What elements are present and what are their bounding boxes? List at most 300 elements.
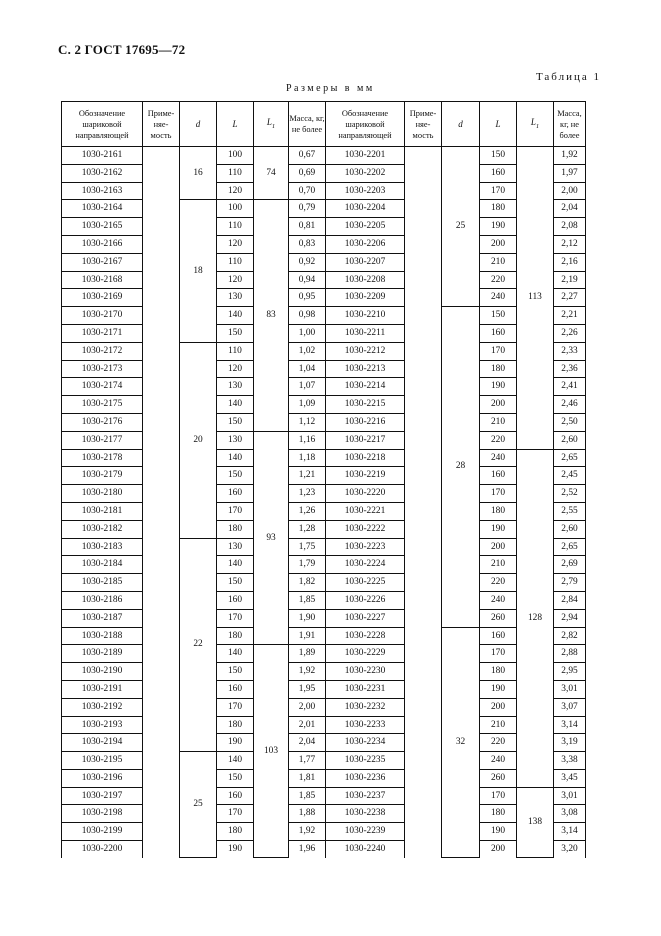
length-cell: 180 <box>217 823 254 841</box>
designation-cell: 1030-2170 <box>62 307 143 325</box>
designation-cell: 1030-2223 <box>326 538 405 556</box>
designation-cell: 1030-2236 <box>326 769 405 787</box>
designation-cell: 1030-2238 <box>326 805 405 823</box>
application-cell <box>405 805 442 823</box>
length-cell: 180 <box>480 805 517 823</box>
length-cell: 180 <box>480 200 517 218</box>
designation-cell: 1030-2202 <box>326 164 405 182</box>
application-cell <box>143 769 180 787</box>
length-cell: 220 <box>480 271 517 289</box>
mass-cell: 1,97 <box>554 164 586 182</box>
table-row <box>62 769 586 787</box>
designation-cell: 1030-2211 <box>326 324 405 342</box>
length-cell: 130 <box>217 378 254 396</box>
mass-cell: 2,84 <box>554 591 586 609</box>
application-cell <box>405 324 442 342</box>
mass-cell: 1,77 <box>289 752 326 770</box>
length-cell: 160 <box>217 680 254 698</box>
length-cell: 170 <box>480 645 517 663</box>
mass-cell: 3,45 <box>554 769 586 787</box>
designation-cell: 1030-2176 <box>62 413 143 431</box>
designation-cell: 1030-2234 <box>326 734 405 752</box>
table-row <box>62 360 586 378</box>
designation-cell: 1030-2164 <box>62 200 143 218</box>
d-cell: 16 <box>180 147 217 200</box>
table-row <box>62 574 586 592</box>
length-cell: 160 <box>480 467 517 485</box>
designation-cell: 1030-2208 <box>326 271 405 289</box>
application-cell <box>405 235 442 253</box>
designation-cell: 1030-2188 <box>62 627 143 645</box>
application-cell <box>405 680 442 698</box>
designation-cell: 1030-2183 <box>62 538 143 556</box>
length-cell: 140 <box>217 307 254 325</box>
application-cell <box>405 841 442 858</box>
mass-cell: 1,02 <box>289 342 326 360</box>
table-row <box>62 520 586 538</box>
application-cell <box>405 574 442 592</box>
length-cell: 140 <box>217 449 254 467</box>
mass-cell: 2,79 <box>554 574 586 592</box>
d-cell: 25 <box>442 147 480 307</box>
mass-cell: 1,09 <box>289 396 326 414</box>
table-row <box>62 289 586 307</box>
length-cell: 220 <box>480 574 517 592</box>
designation-cell: 1030-2217 <box>326 431 405 449</box>
mass-cell: 1,16 <box>289 431 326 449</box>
table-row <box>62 485 586 503</box>
application-cell <box>143 805 180 823</box>
application-cell <box>143 680 180 698</box>
mass-cell: 1,92 <box>554 147 586 165</box>
designation-cell: 1030-2184 <box>62 556 143 574</box>
length-cell: 110 <box>217 218 254 236</box>
application-cell <box>405 218 442 236</box>
col-L-header: L <box>217 102 254 147</box>
mass-cell: 2,52 <box>554 485 586 503</box>
designation-cell: 1030-2167 <box>62 253 143 271</box>
mass-cell: 2,27 <box>554 289 586 307</box>
designation-cell: 1030-2171 <box>62 324 143 342</box>
application-cell <box>143 467 180 485</box>
length-cell: 120 <box>217 271 254 289</box>
designation-cell: 1030-2205 <box>326 218 405 236</box>
application-cell <box>405 413 442 431</box>
length-cell: 160 <box>217 787 254 805</box>
mass-cell: 2,69 <box>554 556 586 574</box>
application-cell <box>143 182 180 200</box>
table-row <box>62 734 586 752</box>
application-cell <box>143 253 180 271</box>
length-cell: 220 <box>480 431 517 449</box>
application-cell <box>143 413 180 431</box>
mass-cell: 1,04 <box>289 360 326 378</box>
mass-cell: 3,07 <box>554 698 586 716</box>
application-cell <box>405 147 442 165</box>
application-cell <box>405 663 442 681</box>
designation-cell: 1030-2180 <box>62 485 143 503</box>
length-cell: 170 <box>480 787 517 805</box>
designation-cell: 1030-2212 <box>326 342 405 360</box>
designation-cell: 1030-2179 <box>62 467 143 485</box>
application-cell <box>405 645 442 663</box>
designation-cell: 1030-2240 <box>326 841 405 858</box>
table-title: Таблица 1 <box>535 71 601 83</box>
designation-cell: 1030-2200 <box>62 841 143 858</box>
table-row <box>62 200 586 218</box>
table-row <box>62 271 586 289</box>
col-d-header-2: d <box>442 102 480 147</box>
application-cell <box>405 698 442 716</box>
application-cell <box>143 449 180 467</box>
length-cell: 140 <box>217 396 254 414</box>
designation-cell: 1030-2214 <box>326 378 405 396</box>
application-cell <box>143 556 180 574</box>
table-row <box>62 502 586 520</box>
designation-cell: 1030-2201 <box>326 147 405 165</box>
l1-cell: 103 <box>254 645 289 858</box>
designation-cell: 1030-2191 <box>62 680 143 698</box>
col-application-header: Приме- няе- мость <box>143 102 180 147</box>
application-cell <box>143 289 180 307</box>
application-cell <box>143 342 180 360</box>
designation-cell: 1030-2221 <box>326 502 405 520</box>
mass-cell: 3,08 <box>554 805 586 823</box>
length-cell: 150 <box>480 307 517 325</box>
table-row <box>62 627 586 645</box>
designation-cell: 1030-2187 <box>62 609 143 627</box>
length-cell: 190 <box>217 734 254 752</box>
designation-cell: 1030-2192 <box>62 698 143 716</box>
mass-cell: 0,69 <box>289 164 326 182</box>
application-cell <box>143 520 180 538</box>
table-row <box>62 698 586 716</box>
application-cell <box>405 752 442 770</box>
length-cell: 150 <box>217 324 254 342</box>
designation-cell: 1030-2169 <box>62 289 143 307</box>
l1-cell: 113 <box>517 147 554 450</box>
designation-cell: 1030-2207 <box>326 253 405 271</box>
designation-cell: 1030-2216 <box>326 413 405 431</box>
mass-cell: 0,81 <box>289 218 326 236</box>
length-cell: 180 <box>217 716 254 734</box>
application-cell <box>405 591 442 609</box>
designation-cell: 1030-2227 <box>326 609 405 627</box>
length-cell: 170 <box>480 485 517 503</box>
table-body <box>62 147 586 858</box>
designation-cell: 1030-2231 <box>326 680 405 698</box>
length-cell: 210 <box>480 716 517 734</box>
length-cell: 170 <box>217 502 254 520</box>
application-cell <box>405 200 442 218</box>
length-cell: 120 <box>217 360 254 378</box>
designation-cell: 1030-2213 <box>326 360 405 378</box>
length-cell: 150 <box>480 147 517 165</box>
designation-cell: 1030-2190 <box>62 663 143 681</box>
table-row <box>62 645 586 663</box>
l1-cell: 128 <box>517 449 554 787</box>
mass-cell: 2,88 <box>554 645 586 663</box>
application-cell <box>143 324 180 342</box>
designation-cell: 1030-2222 <box>326 520 405 538</box>
mass-cell: 2,00 <box>554 182 586 200</box>
length-cell: 140 <box>217 752 254 770</box>
application-cell <box>143 698 180 716</box>
designation-cell: 1030-2232 <box>326 698 405 716</box>
length-cell: 170 <box>217 698 254 716</box>
table-row <box>62 609 586 627</box>
page-header: С. 2 ГОСТ 17695—72 <box>58 42 186 57</box>
length-cell: 260 <box>480 609 517 627</box>
mass-cell: 2,65 <box>554 538 586 556</box>
designation-cell: 1030-2172 <box>62 342 143 360</box>
mass-cell: 1,00 <box>289 324 326 342</box>
table-row <box>62 663 586 681</box>
mass-cell: 2,21 <box>554 307 586 325</box>
mass-cell: 2,36 <box>554 360 586 378</box>
l1-cell: 74 <box>254 147 289 200</box>
col-designation-header-2: Обозначение шариковой направляющей <box>326 102 405 147</box>
designation-cell: 1030-2193 <box>62 716 143 734</box>
mass-cell: 1,82 <box>289 574 326 592</box>
table-row <box>62 431 586 449</box>
application-cell <box>405 823 442 841</box>
d-cell: 18 <box>180 200 217 342</box>
application-cell <box>405 520 442 538</box>
d-cell: 20 <box>180 342 217 538</box>
length-cell: 160 <box>480 164 517 182</box>
length-cell: 150 <box>217 574 254 592</box>
application-cell <box>143 218 180 236</box>
designation-cell: 1030-2206 <box>326 235 405 253</box>
mass-cell: 0,98 <box>289 307 326 325</box>
mass-cell: 2,65 <box>554 449 586 467</box>
table-row <box>62 182 586 200</box>
table-row <box>62 841 586 858</box>
table-row <box>62 787 586 805</box>
designation-cell: 1030-2182 <box>62 520 143 538</box>
mass-cell: 0,92 <box>289 253 326 271</box>
l1-cell: 83 <box>254 200 289 431</box>
designation-cell: 1030-2162 <box>62 164 143 182</box>
mass-cell: 3,14 <box>554 716 586 734</box>
mass-cell: 1,79 <box>289 556 326 574</box>
length-cell: 160 <box>217 591 254 609</box>
col-L-header-2: L <box>480 102 517 147</box>
designation-cell: 1030-2185 <box>62 574 143 592</box>
length-cell: 240 <box>480 449 517 467</box>
l1-cell: 93 <box>254 431 289 645</box>
table-row <box>62 556 586 574</box>
designation-cell: 1030-2168 <box>62 271 143 289</box>
mass-cell: 1,85 <box>289 591 326 609</box>
length-cell: 100 <box>217 200 254 218</box>
length-cell: 190 <box>480 823 517 841</box>
table-row <box>62 591 586 609</box>
table-row <box>62 324 586 342</box>
table-row <box>62 680 586 698</box>
application-cell <box>143 591 180 609</box>
length-cell: 120 <box>217 235 254 253</box>
designation-cell: 1030-2196 <box>62 769 143 787</box>
length-cell: 120 <box>217 182 254 200</box>
length-cell: 180 <box>480 502 517 520</box>
table-row <box>62 823 586 841</box>
designation-cell: 1030-2237 <box>326 787 405 805</box>
mass-cell: 2,41 <box>554 378 586 396</box>
table-row <box>62 467 586 485</box>
length-cell: 180 <box>480 663 517 681</box>
mass-cell: 1,91 <box>289 627 326 645</box>
table-row <box>62 396 586 414</box>
length-cell: 190 <box>217 841 254 858</box>
application-cell <box>405 449 442 467</box>
designation-cell: 1030-2224 <box>326 556 405 574</box>
length-cell: 190 <box>480 218 517 236</box>
mass-cell: 3,20 <box>554 841 586 858</box>
mass-cell: 0,67 <box>289 147 326 165</box>
application-cell <box>143 538 180 556</box>
designation-cell: 1030-2235 <box>326 752 405 770</box>
dimensions-table <box>61 101 586 858</box>
designation-cell: 1030-2178 <box>62 449 143 467</box>
length-cell: 150 <box>217 467 254 485</box>
mass-cell: 1,26 <box>289 502 326 520</box>
mass-cell: 0,79 <box>289 200 326 218</box>
designation-cell: 1030-2210 <box>326 307 405 325</box>
length-cell: 240 <box>480 591 517 609</box>
designation-cell: 1030-2161 <box>62 147 143 165</box>
application-cell <box>143 609 180 627</box>
mass-cell: 1,88 <box>289 805 326 823</box>
col-application-header-2: Приме- няе- мость <box>405 102 442 147</box>
designation-cell: 1030-2197 <box>62 787 143 805</box>
application-cell <box>143 716 180 734</box>
mass-cell: 1,92 <box>289 823 326 841</box>
designation-cell: 1030-2230 <box>326 663 405 681</box>
mass-cell: 0,95 <box>289 289 326 307</box>
mass-cell: 1,95 <box>289 680 326 698</box>
length-cell: 180 <box>217 520 254 538</box>
designation-cell: 1030-2174 <box>62 378 143 396</box>
table-row <box>62 538 586 556</box>
table-row <box>62 253 586 271</box>
application-cell <box>405 253 442 271</box>
col-mass-header: Масса, кг, не более <box>289 102 326 147</box>
mass-cell: 2,19 <box>554 271 586 289</box>
application-cell <box>143 147 180 165</box>
designation-cell: 1030-2229 <box>326 645 405 663</box>
application-cell <box>405 360 442 378</box>
mass-cell: 1,21 <box>289 467 326 485</box>
mass-cell: 1,96 <box>289 841 326 858</box>
mass-cell: 1,75 <box>289 538 326 556</box>
designation-cell: 1030-2225 <box>326 574 405 592</box>
table-row <box>62 413 586 431</box>
table-row <box>62 235 586 253</box>
mass-cell: 2,26 <box>554 324 586 342</box>
length-cell: 240 <box>480 752 517 770</box>
length-cell: 140 <box>217 645 254 663</box>
application-cell <box>143 271 180 289</box>
application-cell <box>143 841 180 858</box>
mass-cell: 1,92 <box>289 663 326 681</box>
application-cell <box>405 502 442 520</box>
length-cell: 100 <box>217 147 254 165</box>
mass-cell: 0,83 <box>289 235 326 253</box>
length-cell: 190 <box>480 680 517 698</box>
d-cell: 25 <box>180 752 217 858</box>
application-cell <box>143 645 180 663</box>
mass-cell: 1,90 <box>289 609 326 627</box>
length-cell: 200 <box>480 538 517 556</box>
length-cell: 170 <box>217 609 254 627</box>
designation-cell: 1030-2175 <box>62 396 143 414</box>
mass-cell: 2,60 <box>554 431 586 449</box>
designation-cell: 1030-2215 <box>326 396 405 414</box>
designation-cell: 1030-2181 <box>62 502 143 520</box>
application-cell <box>143 485 180 503</box>
designation-cell: 1030-2209 <box>326 289 405 307</box>
designation-cell: 1030-2195 <box>62 752 143 770</box>
table-row <box>62 805 586 823</box>
mass-cell: 3,14 <box>554 823 586 841</box>
designation-cell: 1030-2163 <box>62 182 143 200</box>
designation-cell: 1030-2177 <box>62 431 143 449</box>
application-cell <box>143 431 180 449</box>
application-cell <box>405 716 442 734</box>
length-cell: 110 <box>217 253 254 271</box>
application-cell <box>405 769 442 787</box>
mass-cell: 3,19 <box>554 734 586 752</box>
application-cell <box>405 378 442 396</box>
table-header-row <box>62 102 586 147</box>
application-cell <box>143 396 180 414</box>
application-cell <box>143 787 180 805</box>
application-cell <box>405 609 442 627</box>
table-row <box>62 164 586 182</box>
application-cell <box>143 200 180 218</box>
length-cell: 130 <box>217 431 254 449</box>
application-cell <box>405 627 442 645</box>
designation-cell: 1030-2198 <box>62 805 143 823</box>
mass-cell: 1,28 <box>289 520 326 538</box>
application-cell <box>405 289 442 307</box>
col-designation-header: Обозначение шариковой направляющей <box>62 102 143 147</box>
mass-cell: 2,33 <box>554 342 586 360</box>
length-cell: 210 <box>480 556 517 574</box>
mass-cell: 2,55 <box>554 502 586 520</box>
application-cell <box>405 164 442 182</box>
length-cell: 180 <box>217 627 254 645</box>
mass-cell: 2,45 <box>554 467 586 485</box>
col-mass-header-2: Масса, кг, не более <box>554 102 586 147</box>
mass-cell: 2,50 <box>554 413 586 431</box>
mass-cell: 3,01 <box>554 787 586 805</box>
application-cell <box>405 271 442 289</box>
application-cell <box>143 823 180 841</box>
mass-cell: 2,04 <box>289 734 326 752</box>
col-L1-header: $L_1$ <box>254 102 289 147</box>
length-cell: 170 <box>480 342 517 360</box>
mass-cell: 2,82 <box>554 627 586 645</box>
mass-cell: 1,85 <box>289 787 326 805</box>
application-cell <box>143 360 180 378</box>
table-row <box>62 342 586 360</box>
designation-cell: 1030-2186 <box>62 591 143 609</box>
length-cell: 160 <box>217 485 254 503</box>
length-cell: 110 <box>217 342 254 360</box>
